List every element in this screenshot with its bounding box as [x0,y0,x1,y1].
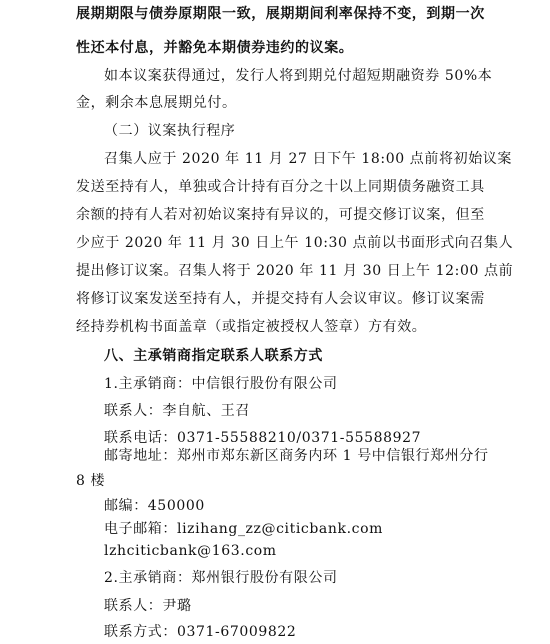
underwriter1-address: 邮寄地址：郑州市郑东新区商务内环 1 号中信银行郑州分行 [104,448,489,464]
underwriter2-phone: 联系方式：0371-67009822 [104,624,297,640]
underwriter1-email: lzhciticbank@163.com [104,543,277,559]
procedure-line: 将修订议案发送至持有人，并提交持有人会议审议。修订议案需 [76,291,485,307]
procedure-line: 少应于 2020 年 11 月 30 日上午 10:30 点前以书面形式向召集人 [76,235,514,251]
paragraph-top-line: 性还本付息，并豁免本期债券违约的议案。 [76,40,354,56]
underwriter1-postcode: 邮编：450000 [104,498,205,514]
underwriter1-title: 1.主承销商：中信银行股份有限公司 [104,376,338,392]
paragraph-top-line: 展期期限与债券原期限一致，展期期间利率保持不变，到期一次 [76,6,485,22]
underwriter2-contact: 联系人：尹璐 [104,598,192,614]
underwriter2-title: 2.主承销商：郑州银行股份有限公司 [104,570,338,586]
procedure-line: 余额的持有人若对初始议案持有异议的，可提交修订议案，但至 [76,207,485,223]
underwriter1-contact: 联系人：李自航、王召 [104,403,250,419]
procedure-heading: （二）议案执行程序 [104,123,236,139]
procedure-line: 发送至持有人，单独或合计持有百分之十以上同期债务融资工具 [76,179,485,195]
procedure-line: 召集人应于 2020 年 11 月 27 日下午 18:00 点前将初始议案 [104,151,513,167]
procedure-line: 提出修订议案。召集人将于 2020 年 11 月 30 日上午 12:00 点前 [76,263,514,279]
underwriter1-email: 电子邮箱：lizihang_zz@citicbank.com [104,521,383,537]
procedure-line: 经持券机构书面盖章（或指定被授权人签章）方有效。 [76,319,427,335]
paragraph-approval-line: 如本议案获得通过，发行人将到期兑付超短期融资券 50%本 [104,68,493,84]
paragraph-approval-line: 金，剩余本息展期兑付。 [76,95,237,111]
underwriter1-address: 8 楼 [76,473,106,489]
contacts-heading: 八、主承销商指定联系人联系方式 [104,348,323,364]
underwriter1-phone: 联系电话：0371-55588210/0371-55588927 [104,430,422,446]
